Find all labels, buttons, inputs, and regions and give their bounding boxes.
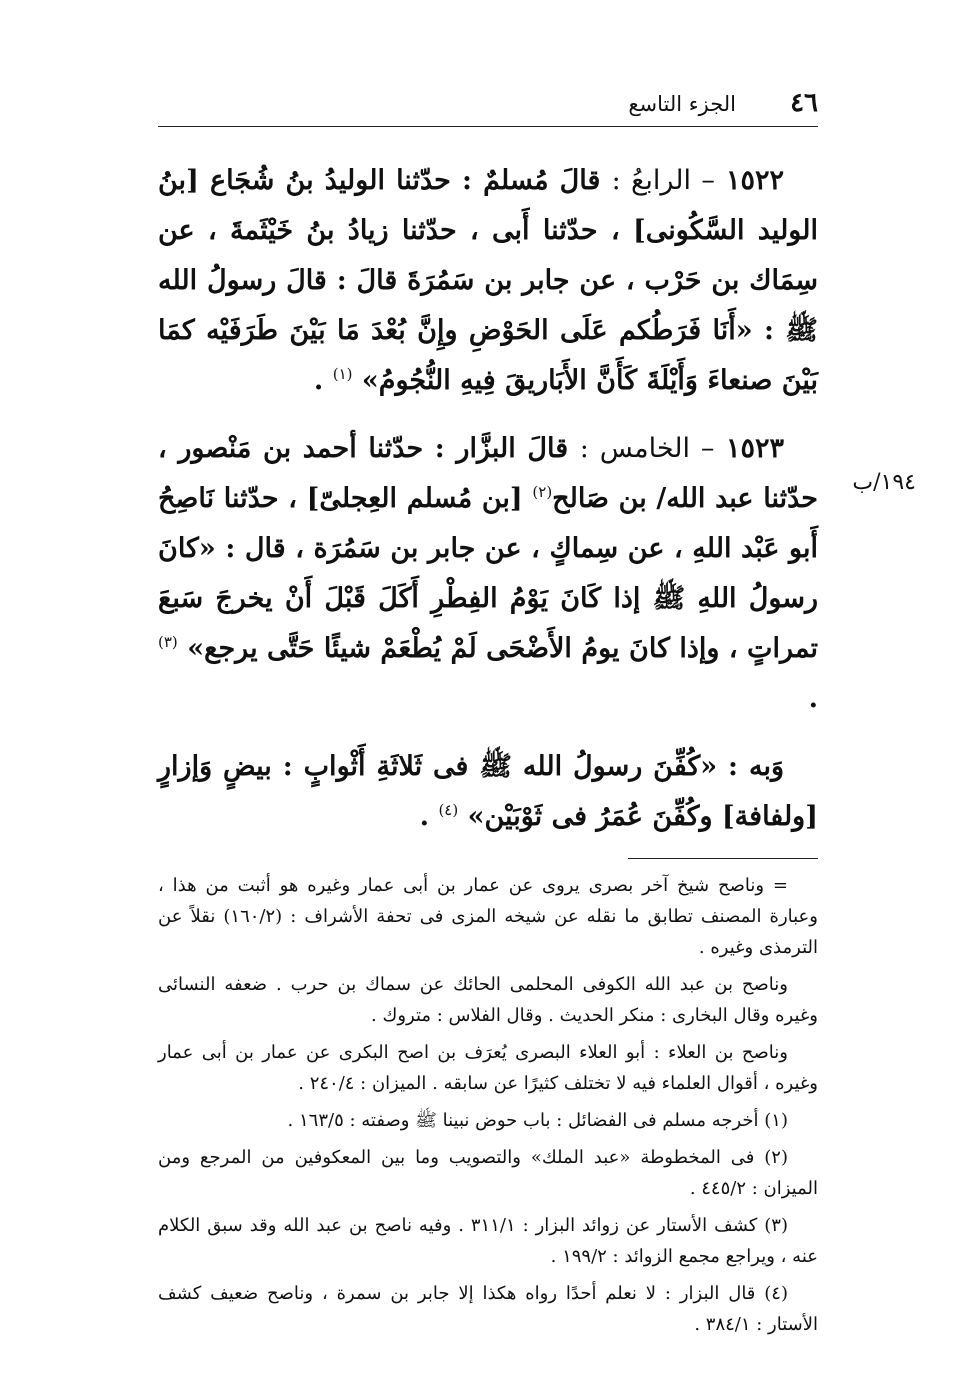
main-text <box>158 156 818 860</box>
footnote-continuation: = وناصح شيخ آخر بصرى يروى عن عمار بن أبى عمار وغيره هو أثبت من هذا ، وعبارة المصنف تطابق ما نقله عن شيخه المزى فى تحفة الأشراف : (١٦٠/٢) نقلاً عن الترمذى وغيره . <box>158 875 818 958</box>
hadith-text: قالَ مُسلمٌ : حدّثنا الوليدُ بنُ شُجَاع [بنُ الوليد السَّكُونى] ، حدّثنا أَبى ، حدّثنا زيادُ بنُ خَيْثَمةَ ، عن سِمَاك بن حَرْب ، عن جابر بن سَمُرَةَ قالَ : قالَ رسولُ الله ﷺ : «أَنَا فَرَطُكم عَلَى الحَوْضِ وإِنَّ بُعْدَ مَا بَيْنَ طَرَفَيْه كمَا بَيْنَ صنعاءَ وَأَيْلَةَ كَأَنَّ الأَبَاريقَ فِيهِ النُّجُومُ» <box>158 165 818 396</box>
hadith-lead: – الخامس : <box>579 433 715 464</box>
hadith-addendum <box>158 742 818 842</box>
sentence-end: . <box>313 365 324 396</box>
footnote-1: (١) أخرجه مسلم فى الفضائل : باب حوض نبينا ﷺ وصفته : ١٦٣/٥ . <box>287 1110 788 1131</box>
sentence-end: . <box>808 683 818 714</box>
footnote-note: وناصح بن عبد الله الكوفى المحلمى الحائك عن سماك بن حرب . ضعفه النسائى وغيره وقال البخارى : منكر الحديث . وقال الفلاس : متروك . <box>158 974 818 1026</box>
hadith-1522 <box>158 156 818 406</box>
footnote-3: (٣) كشف الأستار عن زوائد البزار : ٣١١/١ . وفيه ناصح بن عبد الله وقد سبق الكلام عنه ، ويراجع مجمع الزوائد : ١٩٩/٢ . <box>158 1215 818 1267</box>
footnote-ref: (٢) <box>532 483 553 501</box>
hadith-number: ١٥٢٢ <box>725 165 784 196</box>
hadith-text: قالَ البزَّار : حدّثنا أحمد بن مَنْصور ، حدّثنا عبد الله/ بن صَالح <box>158 433 818 514</box>
hadith-text: وَبه : «كُفِّنَ رسولُ الله ﷺ فى ثَلاثَةِ أَثْوابٍ : بيضٍ وَإزارٍ [ولفافة] وكُفِّنَ عُمَرُ فى ثَوْبَيْن» <box>158 751 818 832</box>
footnote-ref: (١) <box>332 365 353 383</box>
running-title: الجزء التاسع <box>628 92 736 116</box>
page-header <box>158 86 818 127</box>
hadith-number: ١٥٢٣ <box>725 433 784 464</box>
hadith-1523 <box>158 424 818 724</box>
footnote-2: (٢) فى المخطوطة «عبد الملك» والتصويب وما بين المعكوفين من المرجع ومن الميزان : ٤٤٥/٢ . <box>158 1147 818 1199</box>
footnote-ref: (٣) <box>158 633 178 651</box>
footnotes <box>158 870 818 1346</box>
manuscript-folio-note: ١٩٤/ب <box>852 470 916 495</box>
page-number: ٤٦ <box>790 88 818 118</box>
footnote-divider <box>628 858 818 859</box>
footnote-4: (٤) قال البزار : لا نعلم أحدًا رواه هكذا إلا جابر بن سمرة ، وناصح ضعيف كشف الأستار : ٣٨٤/١ . <box>158 1283 818 1335</box>
sentence-end: . <box>419 801 430 832</box>
footnote-note: وناصح بن العلاء : أبو العلاء البصرى يُعرَف بن اصح البكرى عن عمار بن أبى عمار وغيره ، أقوال العلماء فيه لا تختلف كثيرًا عن سابقه . الميزان : ٢٤٠/٤ . <box>158 1042 818 1094</box>
footnote-ref: (٤) <box>438 801 459 819</box>
hadith-text-continued: [بن مُسلم العِجلىّ] ، حدّثنا نَاصِحُ أَبو عَبْد اللهِ ، عن سِماكٍ ، عن جابر بن سَمُرَة ، قال : «كانَ رسولُ اللهِ ﷺ إذا كَانَ يَوْمُ الفِطْرِ أَكَلَ قَبْلَ أَنْ يخرجَ سَبعَ تمراتٍ ، وإذا كانَ يومُ الأَضْحَى لَمْ يُطْعَمْ شيئًا حَتَّى يرجع» <box>158 483 818 664</box>
hadith-lead: – الرابعُ : <box>611 165 715 196</box>
